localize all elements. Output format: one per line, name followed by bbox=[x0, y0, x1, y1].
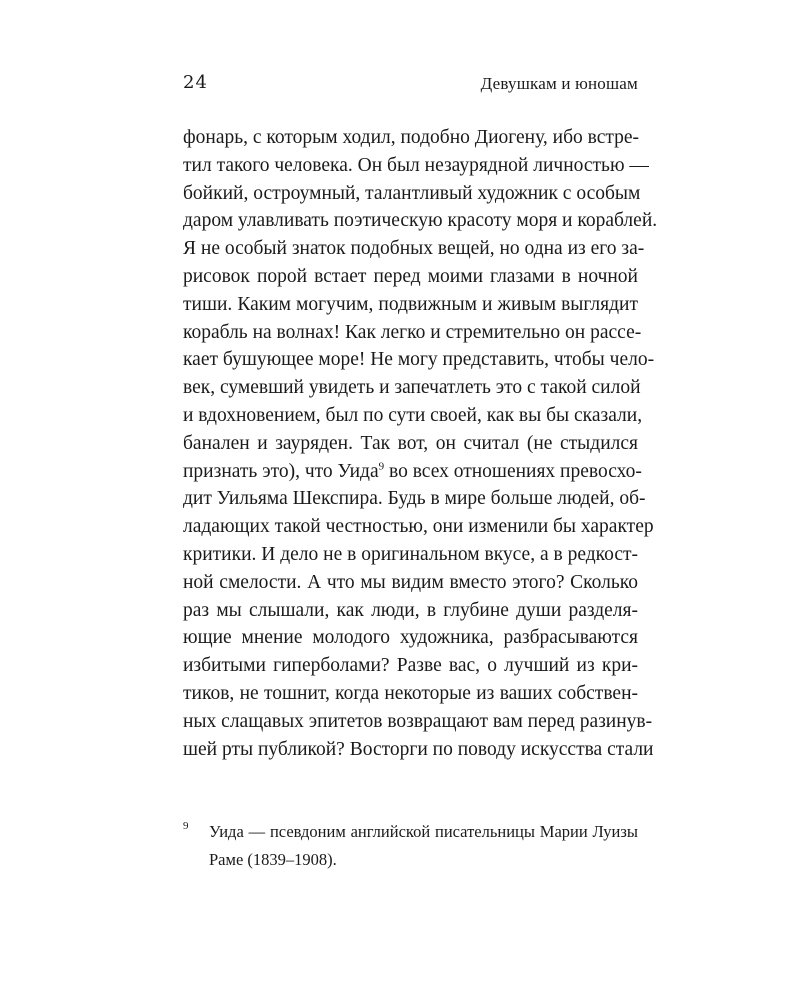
text-line: бойкий, остроумный, талантливый художник с особым bbox=[183, 182, 641, 204]
footnote-text-line: Раме (1839–1908). bbox=[209, 850, 337, 869]
text-line: ладающих такой честностью, они изменили бы характер bbox=[183, 516, 654, 538]
running-title: Девушкам и юношам bbox=[480, 74, 638, 93]
footnote-reference[interactable]: 9 bbox=[378, 460, 385, 473]
footnote-text-line: Уида — псевдоним английской писательницы Марии Луизы bbox=[209, 822, 638, 841]
text-line: ных слащавых эпитетов возвращают вам перед разинув- bbox=[183, 710, 653, 732]
text-line: кает бушующее море! Не могу представить, чтобы чело- bbox=[183, 349, 655, 371]
text-line: фонарь, с которым ходил, подобно Диогену, ибо встре- bbox=[183, 127, 640, 148]
text-line: даром улавливать поэтическую красоту моря и кораблей. bbox=[183, 210, 658, 232]
text-line: банален и зауряден. Так вот, он считал (не стыдился bbox=[183, 432, 638, 454]
page-number: 24 bbox=[183, 72, 208, 93]
footnote-marker: 9 bbox=[183, 820, 189, 832]
text-line: избитыми гиперболами? Разве вас, о лучший из кри- bbox=[183, 655, 638, 677]
text-line: тил такого человека. Он был незаурядной личностью — bbox=[183, 154, 649, 176]
running-head bbox=[183, 72, 638, 98]
text-line: Я не особый знаток подобных вещей, но одна из его за- bbox=[183, 238, 645, 260]
text-segment: во всех отношениях превосхо- bbox=[384, 460, 642, 482]
text-line: шей рты публикой? Восторги по поводу искусства стали bbox=[183, 738, 654, 760]
text-line: век, сумевший увидеть и запечатлеть это с такой силой bbox=[183, 377, 641, 399]
body-text bbox=[183, 124, 658, 763]
text-line: корабль на волнах! Как легко и стремительно он рассе- bbox=[183, 321, 642, 343]
text-line: рисовок порой встает перед моими глазами в ночной bbox=[183, 265, 638, 287]
text-line: дит Уильяма Шекспира. Будь в мире больше людей, об- bbox=[183, 488, 646, 510]
text-line: ющие мнение молодого художника, разбрасываются bbox=[183, 627, 638, 649]
text-line: тиков, не тошнит, когда некоторые из ваших собствен- bbox=[183, 682, 638, 704]
text-line: ной смелости. А что мы видим вместо этого? Сколько bbox=[183, 571, 638, 593]
text-line: критики. И дело не в оригинальном вкусе, а в редкост- bbox=[183, 543, 639, 565]
text-line: тиши. Каким могучим, подвижным и живым выглядит bbox=[183, 293, 638, 315]
text-line: раз мы слышали, как люди, в глубине души разделя- bbox=[183, 599, 638, 621]
text-segment: признать это), что Уида bbox=[183, 460, 379, 482]
footnote bbox=[183, 818, 638, 874]
text-line-with-note-ref bbox=[183, 458, 642, 486]
text-line: и вдохновением, был по сути своей, как вы бы сказали, bbox=[183, 404, 643, 426]
